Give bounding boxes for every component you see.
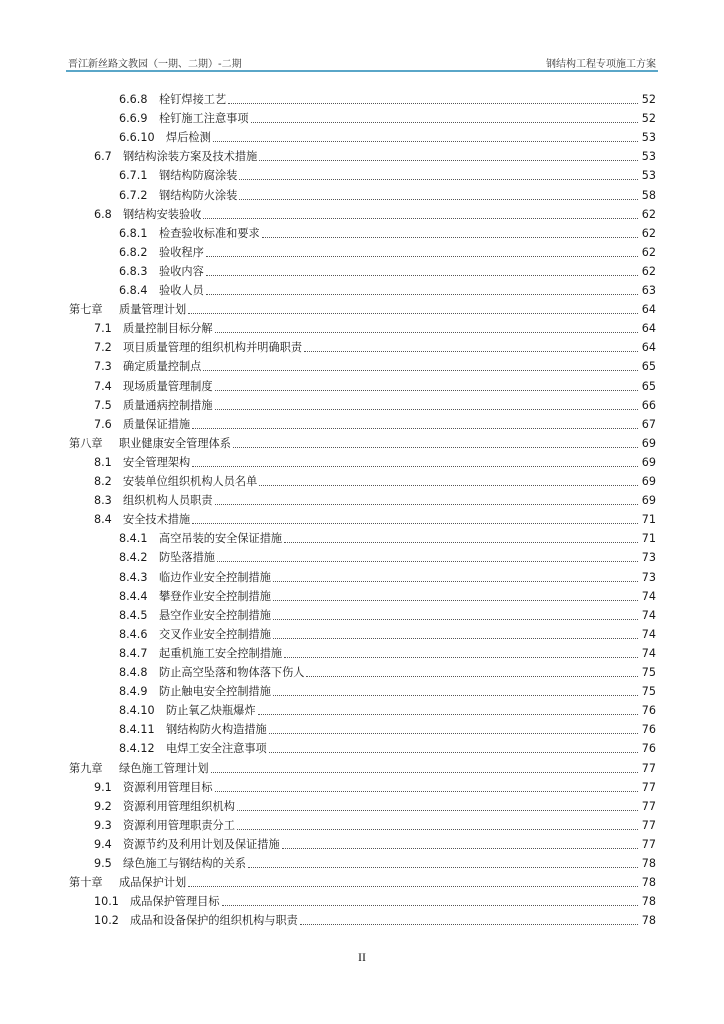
toc-entry[interactable] [94, 890, 656, 909]
toc-entry-number: 10.2 [94, 914, 119, 928]
toc-entry[interactable] [119, 680, 656, 699]
toc-entry[interactable] [94, 814, 656, 833]
toc-entry-page: 52 [641, 93, 656, 106]
toc-entry-number: 6.8 [94, 207, 112, 221]
toc-entry-page: 63 [641, 284, 656, 297]
toc-dot-leader [206, 256, 638, 257]
toc-entry[interactable] [119, 164, 656, 183]
toc-entry[interactable] [119, 737, 656, 756]
toc-entry-number: 8.2 [94, 475, 112, 488]
toc-entry-title: 高空吊装的安全保证措施 [159, 532, 283, 546]
toc-entry-number: 8.4.12 [119, 742, 155, 756]
toc-entry-number: 6.8.4 [119, 284, 148, 297]
toc-entry-page: 75 [641, 685, 656, 699]
header-rule [66, 70, 658, 72]
toc-entry-page: 69 [641, 455, 656, 469]
toc-entry-page: 65 [641, 379, 656, 393]
toc-entry[interactable] [119, 718, 656, 737]
toc-dot-leader [262, 237, 638, 238]
toc-dot-leader [273, 619, 638, 620]
toc-dot-leader [237, 829, 638, 830]
toc-entry-title: 质量保证措施 [123, 417, 191, 431]
toc-entry-page: 77 [641, 799, 656, 813]
toc-entry-title: 确定质量控制点 [123, 360, 202, 374]
toc-dot-leader [228, 103, 638, 104]
toc-entry-number: 第十章 [69, 876, 103, 890]
page-header [68, 55, 656, 69]
toc-dot-leader [251, 122, 638, 123]
toc-dot-leader [215, 390, 638, 391]
toc-dot-leader [300, 924, 638, 925]
toc-entry-page: 64 [641, 303, 656, 317]
toc-entry[interactable] [94, 833, 656, 852]
toc-dot-leader [248, 867, 638, 868]
toc-entry-title: 绿色施工管理计划 [119, 761, 209, 775]
toc-entry-page: 78 [641, 914, 656, 928]
toc-entry-page: 67 [641, 417, 656, 431]
toc-dot-leader [222, 905, 638, 906]
toc-dot-leader [206, 294, 638, 295]
toc-entry-number: 8.4.4 [119, 589, 148, 603]
toc-entry-page: 77 [641, 837, 656, 851]
toc-entry[interactable] [69, 871, 656, 890]
toc-entry-page: 69 [641, 436, 656, 450]
toc-entry-title: 临边作业安全控制措施 [159, 570, 271, 584]
toc-entry-title: 防止高空坠落和物体落下伤人 [159, 666, 305, 679]
toc-entry-number: 10.1 [94, 895, 119, 909]
toc-entry-page: 53 [641, 150, 656, 164]
toc-entry-page: 73 [641, 551, 656, 565]
toc-entry-page: 66 [641, 398, 656, 412]
toc-entry-number: 8.4.11 [119, 723, 155, 737]
toc-dot-leader [211, 772, 638, 773]
toc-dot-leader [273, 600, 638, 601]
toc-entry-page: 69 [641, 494, 656, 508]
toc-entry-title: 防止氧乙炔瓶爆炸 [166, 704, 256, 718]
toc-entry-number: 6.8.3 [119, 264, 148, 278]
header-project-title: 晋江新丝路文教园（一期、二期）-二期 [68, 59, 242, 70]
toc-entry-page: 64 [641, 322, 656, 336]
toc-entry-title: 资源节约及利用计划及保证措施 [123, 837, 280, 851]
toc-entry-page: 74 [641, 608, 656, 622]
toc-dot-leader [215, 504, 638, 505]
toc-entry-title: 钢结构防腐涂装 [159, 169, 238, 183]
toc-entry-number: 7.1 [94, 322, 112, 336]
toc-entry-title: 成品和设备保护的组织机构与职责 [130, 914, 298, 928]
toc-entry-page: 53 [641, 169, 656, 183]
toc-entry-title: 验收人员 [159, 284, 204, 297]
toc-entry-number: 9.3 [94, 818, 112, 832]
toc-entry[interactable] [119, 585, 656, 604]
toc-dot-leader [215, 332, 638, 333]
toc-entry-number: 6.7.2 [119, 188, 148, 202]
toc-entry-number: 9.4 [94, 837, 112, 851]
toc-entry[interactable] [119, 88, 656, 107]
toc-entry-title: 栓钉焊接工艺 [159, 93, 227, 106]
toc-entry-number: 7.3 [94, 360, 112, 374]
toc-entry[interactable] [119, 661, 656, 680]
toc-entry[interactable] [119, 184, 656, 203]
toc-entry-title: 安全技术措施 [123, 513, 191, 527]
toc-entry-page: 78 [641, 876, 656, 890]
toc-entry-page: 77 [641, 761, 656, 775]
toc-entry[interactable] [119, 604, 656, 623]
toc-entry-number: 8.4.6 [119, 627, 148, 641]
toc-entry[interactable] [119, 222, 656, 241]
toc-entry[interactable] [119, 642, 656, 661]
toc-entry-title: 安装单位组织机构人员名单 [123, 475, 258, 488]
toc-entry-number: 8.4.9 [119, 685, 148, 699]
toc-entry-number: 6.7.1 [119, 169, 148, 183]
toc-dot-leader [273, 581, 638, 582]
toc-entry-page: 62 [641, 226, 656, 240]
toc-entry-title: 电焊工安全注意事项 [166, 742, 267, 756]
toc-entry-title: 成品保护管理目标 [130, 895, 220, 909]
toc-entry-number: 7.4 [94, 379, 112, 393]
toc-entry[interactable] [94, 776, 656, 795]
toc-entry-number: 8.3 [94, 494, 112, 508]
toc-entry[interactable] [94, 375, 656, 394]
toc-dot-leader [284, 657, 638, 658]
toc-entry-number: 8.4.2 [119, 551, 148, 565]
toc-entry-title: 检查验收标准和要求 [159, 226, 260, 240]
toc-dot-leader [237, 810, 638, 811]
toc-entry-title: 防止触电安全控制措施 [159, 685, 271, 699]
toc-entry-title: 交叉作业安全控制措施 [159, 627, 271, 641]
toc-entry-number: 第九章 [69, 761, 103, 775]
toc-entry[interactable] [94, 451, 656, 470]
toc-entry-number: 7.6 [94, 417, 112, 431]
toc-dot-leader [213, 141, 638, 142]
toc-entry-page: 76 [641, 704, 656, 718]
toc-entry[interactable] [119, 699, 656, 718]
toc-entry-number: 第八章 [69, 436, 103, 450]
toc-entry-number: 第七章 [69, 303, 103, 317]
toc-dot-leader [259, 160, 638, 161]
toc-entry-number: 8.4.8 [119, 666, 148, 679]
toc-entry-title: 栓钉施工注意事项 [159, 112, 249, 126]
toc-dot-leader [215, 791, 638, 792]
toc-entry-page: 78 [641, 895, 656, 909]
toc-entry[interactable] [119, 566, 656, 585]
toc-entry-page: 77 [641, 818, 656, 832]
toc-entry-page: 65 [641, 360, 656, 374]
toc-entry-number: 6.7 [94, 150, 112, 164]
toc-entry[interactable] [119, 107, 656, 126]
toc-entry-number: 8.4.7 [119, 646, 148, 660]
header-document-title: 钢结构工程专项施工方案 [546, 59, 656, 70]
toc-entry-number: 6.6.10 [119, 131, 155, 145]
toc-entry-number: 8.4.3 [119, 570, 148, 584]
table-of-contents [0, 88, 724, 928]
toc-entry[interactable] [94, 145, 656, 164]
toc-entry[interactable] [119, 527, 656, 546]
toc-entry-title: 组织机构人员职责 [123, 494, 213, 508]
toc-entry-title: 资源利用管理目标 [123, 780, 213, 794]
toc-entry-number: 6.8.1 [119, 226, 148, 240]
toc-entry-number: 8.4 [94, 513, 112, 527]
toc-entry-page: 75 [641, 666, 656, 679]
toc-entry-number: 8.4.5 [119, 608, 148, 622]
toc-dot-leader [192, 428, 638, 429]
toc-entry-title: 钢结构防火涂装 [159, 188, 238, 202]
toc-entry-title: 绿色施工与钢结构的关系 [123, 857, 247, 870]
toc-dot-leader [304, 351, 638, 352]
toc-entry-page: 71 [641, 532, 656, 546]
toc-entry[interactable] [94, 355, 656, 374]
toc-entry-title: 质量控制目标分解 [123, 322, 213, 336]
toc-entry-page: 78 [641, 857, 656, 870]
toc-entry-title: 防坠落措施 [159, 551, 215, 565]
toc-entry-page: 74 [641, 646, 656, 660]
toc-entry-number: 6.8.2 [119, 245, 148, 259]
toc-entry-number: 7.5 [94, 398, 112, 412]
toc-entry[interactable] [94, 317, 656, 336]
toc-entry-title: 成品保护计划 [119, 876, 187, 890]
toc-entry[interactable] [119, 623, 656, 642]
toc-entry[interactable] [119, 546, 656, 565]
toc-entry[interactable] [119, 126, 656, 145]
toc-dot-leader [192, 523, 638, 524]
toc-entry[interactable] [94, 852, 656, 871]
toc-entry-title: 钢结构防火构造措施 [166, 723, 267, 737]
toc-dot-leader [203, 218, 638, 219]
toc-entry-page: 69 [641, 475, 656, 488]
toc-entry[interactable] [119, 260, 656, 279]
toc-entry[interactable] [94, 489, 656, 508]
toc-entry[interactable] [94, 413, 656, 432]
toc-entry-title: 质量通病控制措施 [123, 398, 213, 412]
toc-entry-title: 验收内容 [159, 264, 204, 278]
toc-entry-page: 62 [641, 264, 656, 278]
toc-entry-title: 职业健康安全管理体系 [119, 436, 231, 450]
toc-entry-title: 钢结构安装验收 [123, 207, 202, 221]
toc-dot-leader [215, 409, 638, 410]
toc-dot-leader [239, 179, 638, 180]
toc-entry-number: 6.6.9 [119, 112, 148, 126]
toc-entry-page: 71 [641, 513, 656, 527]
toc-entry-title: 钢结构涂装方案及技术措施 [123, 150, 258, 164]
toc-entry-title: 项目质量管理的组织机构并明确职责 [123, 341, 303, 355]
toc-entry[interactable] [94, 203, 656, 222]
toc-entry[interactable] [94, 394, 656, 413]
toc-dot-leader [192, 466, 638, 467]
page-number: II [358, 950, 366, 964]
toc-dot-leader [273, 695, 638, 696]
toc-entry[interactable] [94, 909, 656, 928]
toc-entry-title: 攀登作业安全控制措施 [159, 589, 271, 603]
toc-entry-number: 9.5 [94, 857, 112, 870]
toc-entry[interactable] [69, 298, 656, 317]
toc-entry-title: 悬空作业安全控制措施 [159, 608, 271, 622]
toc-entry-number: 8.4.10 [119, 704, 155, 718]
toc-dot-leader [284, 542, 638, 543]
toc-dot-leader [239, 199, 638, 200]
toc-entry[interactable] [69, 757, 656, 776]
toc-dot-leader [306, 676, 638, 677]
toc-entry-page: 74 [641, 627, 656, 641]
toc-entry-title: 质量管理计划 [119, 303, 187, 317]
toc-entry-page: 76 [641, 742, 656, 756]
toc-entry-page: 62 [641, 245, 656, 259]
toc-dot-leader [188, 886, 638, 887]
toc-dot-leader [233, 447, 638, 448]
toc-dot-leader [206, 275, 638, 276]
toc-dot-leader [258, 714, 638, 715]
toc-entry-title: 起重机施工安全控制措施 [159, 646, 283, 660]
toc-entry[interactable] [94, 470, 656, 489]
toc-entry-page: 52 [641, 112, 656, 126]
toc-entry-number: 6.6.8 [119, 93, 148, 106]
toc-entry-page: 58 [641, 188, 656, 202]
toc-entry-page: 73 [641, 570, 656, 584]
toc-entry-page: 76 [641, 723, 656, 737]
toc-entry-page: 53 [641, 131, 656, 145]
toc-entry-title: 现场质量管理制度 [123, 379, 213, 393]
toc-entry[interactable] [119, 279, 656, 298]
toc-entry-title: 焊后检测 [166, 131, 211, 145]
toc-entry-page: 74 [641, 589, 656, 603]
toc-entry-page: 77 [641, 780, 656, 794]
toc-dot-leader [282, 848, 638, 849]
toc-entry-page: 62 [641, 207, 656, 221]
toc-dot-leader [269, 752, 638, 753]
toc-dot-leader [203, 370, 638, 371]
toc-entry-number: 8.1 [94, 455, 112, 469]
toc-entry-number: 9.1 [94, 780, 112, 794]
toc-entry[interactable] [119, 241, 656, 260]
toc-entry-title: 资源利用管理职责分工 [123, 818, 235, 832]
toc-entry-page: 64 [641, 341, 656, 355]
toc-entry[interactable] [69, 432, 656, 451]
toc-entry-number: 7.2 [94, 341, 112, 355]
toc-entry-title: 验收程序 [159, 245, 204, 259]
toc-entry-title: 安全管理架构 [123, 455, 191, 469]
toc-entry[interactable] [94, 508, 656, 527]
toc-dot-leader [259, 485, 638, 486]
toc-entry-number: 8.4.1 [119, 532, 148, 546]
toc-dot-leader [188, 313, 638, 314]
toc-entry-title: 资源利用管理组织机构 [123, 799, 235, 813]
toc-entry[interactable] [94, 795, 656, 814]
toc-entry-number: 9.2 [94, 799, 112, 813]
toc-dot-leader [269, 733, 638, 734]
toc-entry[interactable] [94, 336, 656, 355]
toc-dot-leader [217, 561, 638, 562]
toc-dot-leader [273, 638, 638, 639]
